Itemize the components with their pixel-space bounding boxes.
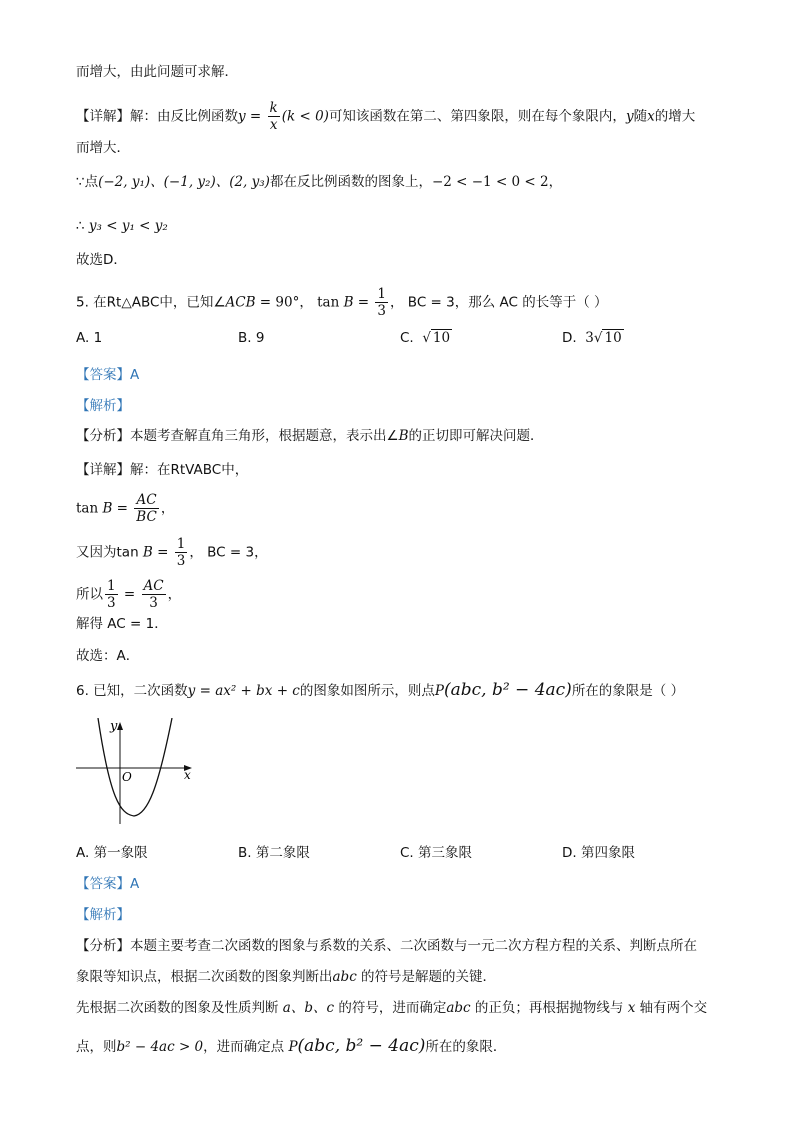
- origin-label: O: [122, 770, 132, 784]
- q6-option-d: D. 第四象限: [562, 845, 635, 861]
- answer-label: 【答案】A: [76, 876, 140, 892]
- q5-option-a: A. 1: [76, 330, 103, 346]
- text-line: 故选：A．: [76, 648, 140, 664]
- x-axis-label: x: [184, 768, 191, 782]
- q5-option-c: C. √ 10: [400, 330, 451, 346]
- analysis-label: 【解析】: [76, 398, 130, 414]
- text-line: 所以 $\frac{1}{3}$ = $\frac{AC}{3}$ ，: [76, 578, 182, 611]
- text-line: 点，则b² − 4ac > 0，进而确定点 P(abc, b² − 4ac)所在的象限．: [76, 1036, 507, 1056]
- text-line: 又因为tan B = $\frac{1}{3}$ ， BC = 3，: [76, 536, 268, 569]
- q5-option-d: D. 3√ 10: [562, 330, 622, 346]
- q6-option-c: C. 第三象限: [400, 845, 473, 861]
- fraction: $\frac{1}{3}$: [176, 536, 186, 569]
- text-line: tan B = $\frac{AC}{BC}$ ，: [76, 492, 175, 525]
- q6-option-b: B. 第二象限: [238, 845, 310, 861]
- question-6: 6. 已知，二次函数y = ax² + bx + c的图象如图所示，则点P(abc, b² − 4ac)所在的象限是（ ）: [76, 680, 685, 700]
- text-line: 先根据二次函数的图象及性质判断 a、b、c 的符号，进而确定abc 的正负；再根据抛物线与 x 轴有两个交: [76, 1000, 708, 1016]
- text-line: 【分析】本题主要考查二次函数的图象与系数的关系、二次函数与一元二次方程方程的关系、判断点所在: [76, 938, 697, 954]
- text-line: 故选D．: [76, 252, 127, 268]
- answer-label: 【答案】A: [76, 367, 140, 383]
- fraction: $\frac{AC}{3}$: [143, 578, 164, 611]
- parabola-graph: [74, 718, 198, 830]
- q5-option-b: B. 9: [238, 330, 265, 346]
- text-line: ∴ y₃ < y₁ < y₂: [76, 218, 168, 234]
- text-line: 【详解】解：在RtVABC中，: [76, 462, 249, 478]
- fraction: $\frac{k}{x}$: [269, 100, 278, 133]
- text-line: 而增大．: [76, 140, 130, 156]
- fraction: $\frac{1}{3}$: [107, 578, 116, 611]
- analysis-label: 【解析】: [76, 907, 130, 923]
- y-axis-arrow: [117, 722, 123, 730]
- question-5: 5. 在Rt△ABC中，已知∠ACB = 90°， tan B = $\frac{1}{3}$ ， BC = 3，那么 AC 的长等于（ ）: [76, 286, 608, 319]
- text-line: ∵点(−2, y₁)、(−1, y₂)、(2, y₃)都在反比例函数的图象上，−2 < −1 < 0 < 2，: [76, 174, 563, 190]
- text-line: 象限等知识点，根据二次函数的图象判断出abc 的符号是解题的关键．: [76, 969, 497, 985]
- text-line: 解得 AC = 1．: [76, 616, 168, 632]
- text-line: 【分析】本题考查解直角三角形，根据题意，表示出∠B的正切即可解决问题．: [76, 428, 544, 444]
- text-line: 【详解】解：由反比例函数y = $\frac{k}{x}$ (k < 0)可知该函数在第二、第四象限，则在每个象限内，y随x的增大: [76, 100, 696, 133]
- fraction: $\frac{AC}{BC}$: [136, 492, 157, 525]
- fraction: $\frac{1}{3}$: [377, 286, 387, 319]
- y-axis-label: y: [110, 719, 118, 734]
- text-line: 而增大，由此问题可求解．: [76, 64, 238, 80]
- q6-option-a: A. 第一象限: [76, 845, 148, 861]
